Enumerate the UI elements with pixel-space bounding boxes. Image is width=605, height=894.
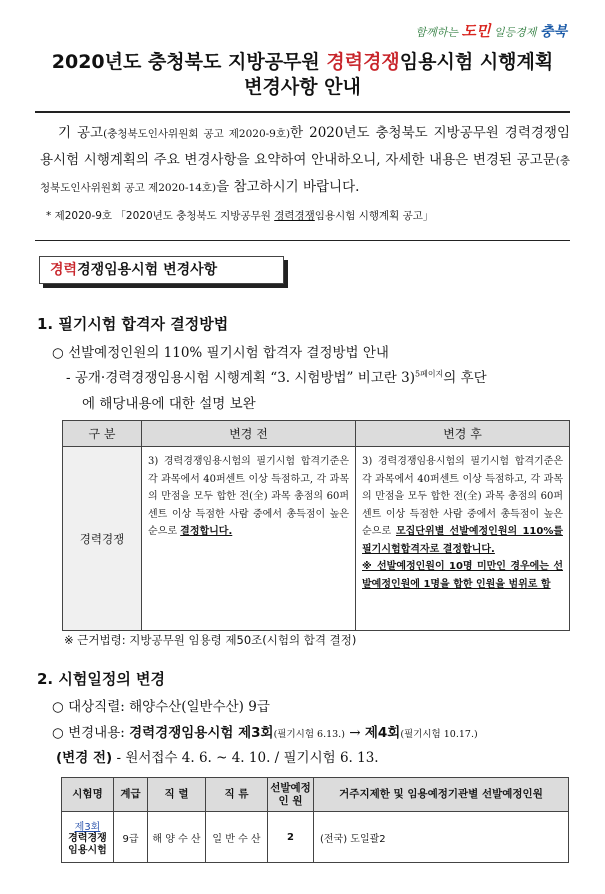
- legal-basis-note: ※ 근거법령: 지방공무원 임용령 제50조(시험의 합격 결정): [64, 633, 357, 647]
- region-cell: (전국) 도일괄2: [314, 812, 569, 863]
- footnote-text: * 제2020-9호 「2020년도 충청북도 지방공무원: [46, 210, 275, 222]
- count-cell: 2: [268, 812, 314, 863]
- before-text: 3) 경력경쟁임용시험의 필기시험 합격기준은 각 과목에서 40퍼센트 이상 득점하고, 각 과목의 만점을 모두 합한 전(全) 과목 총점의 60퍼센트 이상 득점한 사람 중에서 총득점이 높은 순으로: [148, 456, 349, 537]
- intro-ref: (충청북도인사위원회 공고 제2020-9호): [103, 128, 291, 140]
- series-cell: 해 양 수 산: [148, 812, 206, 863]
- col-header-region: 거주지제한 및 임용예정기관별 선발예정인원: [314, 778, 569, 812]
- col-header-before: 변경 전: [142, 421, 356, 447]
- target-value: 해양수산(일반수산) 9급: [129, 699, 270, 715]
- intro-text: 을 참고하시기 바랍니다.: [216, 179, 360, 195]
- section-title-box: [39, 256, 284, 284]
- divider: [35, 240, 570, 241]
- logo-prefix: 함께하는: [415, 26, 462, 39]
- exam-name: 경력경쟁 임용시험: [68, 832, 107, 856]
- intro-text: 기 공고: [58, 125, 104, 141]
- section1-subitem: 의 후단: [443, 370, 487, 386]
- col-header-count: 선발예정 인 원: [268, 778, 314, 812]
- title-part: 임용시험 시행계획: [399, 51, 554, 73]
- logo-brand: 충북: [539, 24, 567, 40]
- col-header-series: 직 렬: [148, 778, 206, 812]
- logo: [415, 20, 567, 41]
- logo-middle: 일등경제: [490, 26, 540, 39]
- exam-cell: [62, 812, 114, 863]
- title-highlight: 경력경쟁: [326, 51, 400, 73]
- section1-bullet: ○ 선발예정인원의 110% 필기시험 합격자 결정방법 안내: [52, 345, 389, 361]
- footnote: [46, 208, 433, 223]
- change-to: 제4회: [364, 725, 401, 741]
- after-emphasis: 모집단위별 선발예정인원의 110%를 필기시험합격자로 결정합니다.: [362, 526, 563, 555]
- intro-ref: (충청북도인사위원회 공고 제2020-14호): [40, 155, 570, 194]
- row-category: 경력경쟁: [63, 447, 142, 631]
- col-header-class: 직 류: [206, 778, 268, 812]
- col-header-grade: 계급: [114, 778, 148, 812]
- section-title-highlight: 경력: [50, 262, 78, 278]
- before-label: (변경 전): [56, 750, 113, 766]
- col-header-after: 변경 후: [356, 421, 570, 447]
- after-text: 3) 경력경쟁임용시험의 필기시험 합격기준은 각 과목에서 40퍼센트 이상 득점하고, 각 과목의 만점을 모두 합한 전(全) 과목 총점의 60퍼센트 이상 득점한 사람 중에서 총득점이 높은 순으로: [362, 456, 563, 537]
- intro-text: 한 2020년도 충청북도 지방공무원 경력경쟁임용시험 시행계획의 주요 변경사항을 요약하여 안내하오니, 자세한 내용은 변경된 공고문: [40, 125, 570, 168]
- before-schedule: - 원서접수 4. 6. ~ 4. 10. / 필기시험 6. 13.: [112, 750, 379, 766]
- section1-subitem-cont: 에 해당내용에 대한 설명 보완: [82, 396, 256, 412]
- page-title: [0, 50, 605, 100]
- intro-paragraph: [40, 120, 570, 201]
- change-table: [62, 420, 570, 631]
- title-line2: 변경사항 안내: [244, 76, 361, 98]
- divider: [35, 111, 570, 113]
- schedule-table: [61, 777, 569, 863]
- after-cell: [356, 447, 570, 631]
- page-ref: 5페이지: [415, 369, 444, 379]
- arrow-icon: →: [344, 725, 365, 741]
- footnote-underlined: 경력경쟁: [274, 210, 315, 222]
- section-title: 경쟁임용시험 변경사항: [77, 262, 218, 278]
- section1-subitem: - 공개·경력경쟁임용시험 시행계획 “3. 시험방법” 비고란 3): [66, 370, 416, 386]
- section2-heading: 2. 시험일정의 변경: [37, 670, 166, 688]
- col-header-exam: 시험명: [62, 778, 114, 812]
- exam-round-link[interactable]: 제3회: [74, 821, 101, 833]
- before-cell: [142, 447, 356, 631]
- change-from: 경력경쟁임용시험 제3회: [129, 725, 274, 741]
- class-cell: 일 반 수 산: [206, 812, 268, 863]
- change-label: ○ 변경내용:: [52, 725, 130, 741]
- grade-cell: 9급: [114, 812, 148, 863]
- logo-highlight: 도민: [461, 22, 491, 40]
- title-part: 2020년도 충청북도 지방공무원: [51, 51, 327, 73]
- footnote-text: 임용시험 시행계획 공고」: [314, 210, 434, 222]
- target-label: ○ 대상직렬:: [52, 699, 130, 715]
- section1-heading: 1. 필기시험 합격자 결정방법: [37, 315, 229, 333]
- before-emphasis: 결정합니다.: [180, 526, 233, 537]
- table-row: [62, 812, 569, 863]
- after-note: ※ 선발예정인원이 10명 미만인 경우에는 선발예정인원에 1명을 합한 인원을 범위로 함: [362, 561, 563, 590]
- change-from-date: (필기시험 6.13.): [273, 729, 345, 740]
- change-to-date: (필기시험 10.17.): [400, 729, 478, 740]
- col-header-category: 구 분: [63, 421, 142, 447]
